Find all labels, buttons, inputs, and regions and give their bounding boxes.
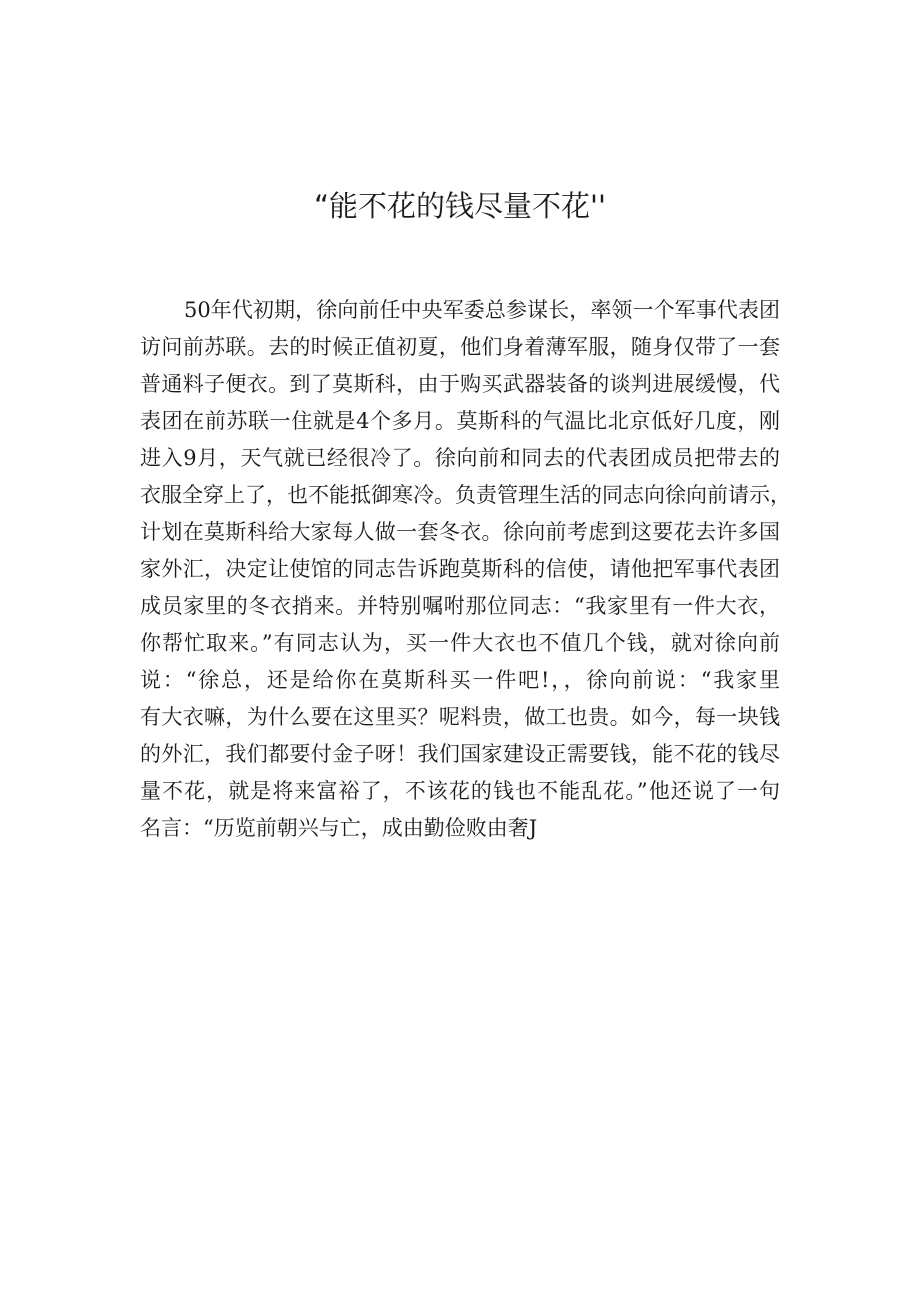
paragraph-line: 有大衣嘛，为什么要在这里买？呢料贵，做工也贵。如今，每一块钱 bbox=[140, 705, 780, 729]
paragraph-line: 访问前苏联。去的时候正值初夏，他们身着薄军服，随身仅带了一套 bbox=[140, 335, 780, 359]
paragraph-line: 计划在莫斯科给大家每人做一套冬衣。徐向前考虑到这要花去许多国 bbox=[140, 520, 780, 544]
paragraph-line: 表团在前苏联一住就是4个多月。莫斯科的气温比北京低好几度，刚 bbox=[140, 409, 780, 433]
paragraph-line: 的外汇，我们都要付金子呀！我们国家建设正需要钱，能不花的钱尽 bbox=[140, 742, 780, 766]
paragraph-line: 成员家里的冬衣捎来。并特别嘱咐那位同志：“我家里有一件大衣， bbox=[140, 594, 780, 618]
paragraph-line: 说：“徐总，还是给你在莫斯科买一件吧!，，徐向前说：“我家里 bbox=[140, 668, 780, 692]
paragraph-line: 50年代初期，徐向前任中央军委总参谋长，率领一个军事代表团 bbox=[184, 298, 780, 322]
paragraph-line: 你帮忙取来。”有同志认为，买一件大衣也不值几个钱，就对徐向前 bbox=[140, 631, 780, 655]
article-paragraph bbox=[140, 292, 791, 847]
paragraph-line: 量不花，就是将来富裕了，不该花的钱也不能乱花。”他还说了一句 bbox=[140, 779, 780, 803]
paragraph-line: 家外汇，决定让使馆的同志告诉跑莫斯科的信使，请他把军事代表团 bbox=[140, 557, 780, 581]
paragraph-line: 进入9月，天气就已经很冷了。徐向前和同去的代表团成员把带去的 bbox=[140, 446, 780, 470]
article-title: “能不花的钱尽量不花'' bbox=[314, 189, 606, 223]
paragraph-line: 名言：“历览前朝兴与亡，成由勤俭败由奢J bbox=[140, 816, 538, 840]
paragraph-line: 普通料子便衣。到了莫斯科，由于购买武器装备的谈判进展缓慢，代 bbox=[140, 372, 780, 396]
paragraph-line: 衣服全穿上了，也不能抵御寒冷。负责管理生活的同志向徐向前请示， bbox=[140, 483, 791, 507]
